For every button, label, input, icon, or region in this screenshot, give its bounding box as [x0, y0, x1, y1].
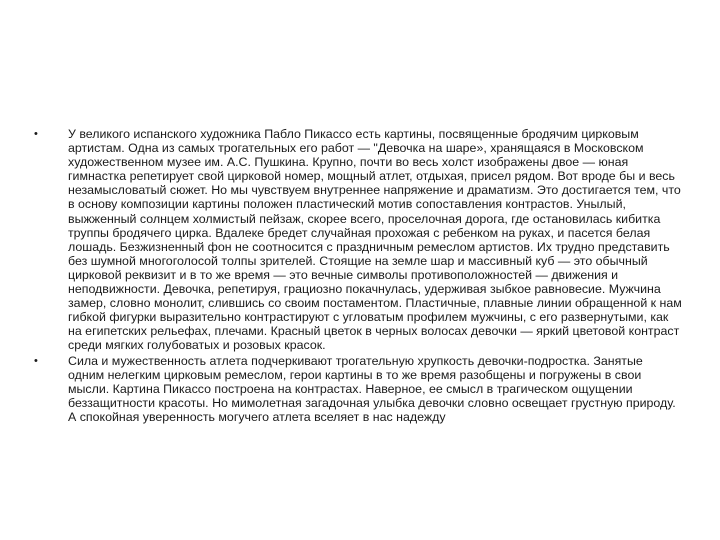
bullet-icon: •: [34, 354, 38, 367]
paragraph-text: Сила и мужественность атлета подчеркивают трогательную хрупкость девочки-подростка. Занятые одним нелегким цирковым ремеслом, герои картины в то же время разобщены и погружены в свои мысли. Картина Пикассо построена на контрастах. Наверное, ее смысл в трагическом ощущении беззащитности красоты. Но мимолетная загадочная улыбка девочки словно освещает грустную природу. А спокойная уверенность могучего атлета вселяет в нас надежду: [68, 353, 676, 424]
bullet-item: [34, 127, 682, 353]
bullet-icon: •: [34, 128, 38, 140]
bullet-list: [34, 127, 682, 425]
bullet-item: [34, 354, 682, 424]
paragraph-text: У великого испанского художника Пабло Пикассо есть картины, посвященные бродячим цирковым артистам. Одна из самых трогательных его работ — "Девочка на шаре», хранящаяся в Московском художественном музее им. А.С. Пушкина. Крупно, почти во весь холст изображены двое — юная гимнастка репетирует свой цирковой номер, мощный атлет, отдыхая, присел рядом. Вот вроде бы и весь незамысловатый сюжет. Но мы чувствуем внутреннее напряжение и драматизм. Это достигается тем, что в основу композиции картины положен пластический мотив сопоставления контрастов. Унылый, выжженный солнцем холмистый пейзаж, скорее всего, проселочная дорога, где остановилась кибитка труппы бродячего цирка. Вдалеке бредет случайная прохожая с ребенком на руках, и пасется белая лошадь. Безжизненный фон не соотносится с праздничным ремеслом артистов. Их трудно представить без шумной многоголосой толпы зрителей. Стоящие на земле шар и массивный куб — это обычный цирковой реквизит и в то же время — это вечные символы противоположностей — движения и неподвижности. Девочка, репетируя, грациозно покачнулась, удерживая зыбкое равновесие. Мужчина замер, словно монолит, слившись со своим постаментом. Пластичные, плавные линии обращенной к нам гибкой фигурки выразительно контрастируют с угловатым профилем мужчины, с его развернутыми, как на египетских рельефах, плечами. Красный цветок в черных волосах девочки — яркий цветовой контраст среди мягких голубоватых и розовых красок.: [68, 127, 682, 353]
